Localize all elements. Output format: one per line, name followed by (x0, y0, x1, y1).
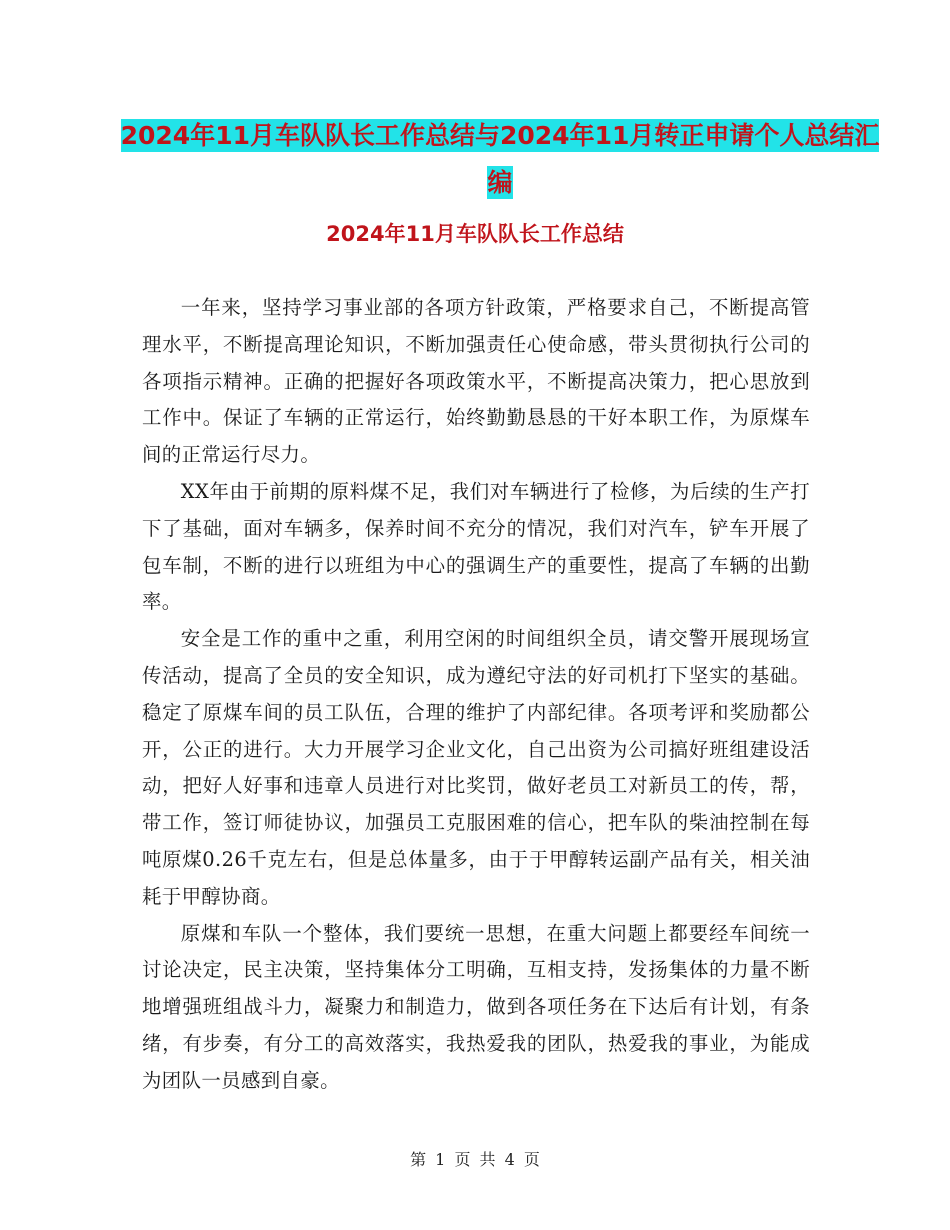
document-title (120, 112, 880, 206)
section-title: 2024年11月车队队长工作总结 (326, 222, 624, 246)
paragraph: XX年由于前期的原料煤不足，我们对车辆进行了检修，为后续的生产打下了基础，面对车辆多，保养时间不充分的情况，我们对汽车，铲车开展了包车制，不断的进行以班组为中心的强调生产的重要性，提高了车辆的出勤率。 (142, 479, 810, 614)
paragraph: 一年来，坚持学习事业部的各项方针政策，严格要求自己，不断提高管理水平，不断提高理论知识，不断加强责任心使命感，带头贯彻执行公司的各项指示精神。正确的把握好各项政策水平，不断提高决策力，把心思放到工作中。保证了车辆的正常运行，始终勤勤恳恳的干好本职工作，为原煤车间的正常运行尽力。 (142, 296, 810, 467)
document-body (142, 290, 810, 1100)
paragraph: 安全是工作的重中之重，利用空闲的时间组织全员，请交警开展现场宣传活动，提高了全员的安全知识，成为遵纪守法的好司机打下坚实的基础。稳定了原煤车间的员工队伍，合理的维护了内部纪律。各项考评和奖励都公开，公正的进行。大力开展学习企业文化，自己出资为公司搞好班组建设活动，把好人好事和违章人员进行对比奖罚，做好老员工对新员工的传，帮，带工作，签订师徒协议，加强员工克服困难的信心，把车队的柴油控制在每吨原煤0.26千克左右，但是总体量多，由于于甲醇转运副产品有关，相关油耗于甲醇协商。 (142, 627, 810, 908)
document-title-text: 2024年11月车队队长工作总结与2024年11月转正申请个人总结汇编 (120, 121, 880, 197)
paragraph: 原煤和车队一个整体，我们要统一思想，在重大问题上都要经车间统一讨论决定，民主决策，坚持集体分工明确，互相支持，发扬集体的力量不断地增强班组战斗力，凝聚力和制造力，做到各项任务在下达后有计划，有条绪，有步奏，有分工的高效落实，我热爱我的团队，热爱我的事业，为能成为团队一员感到自豪。 (142, 921, 810, 1092)
page-footer: 第 1 页 共 4 页 (410, 1150, 540, 1169)
